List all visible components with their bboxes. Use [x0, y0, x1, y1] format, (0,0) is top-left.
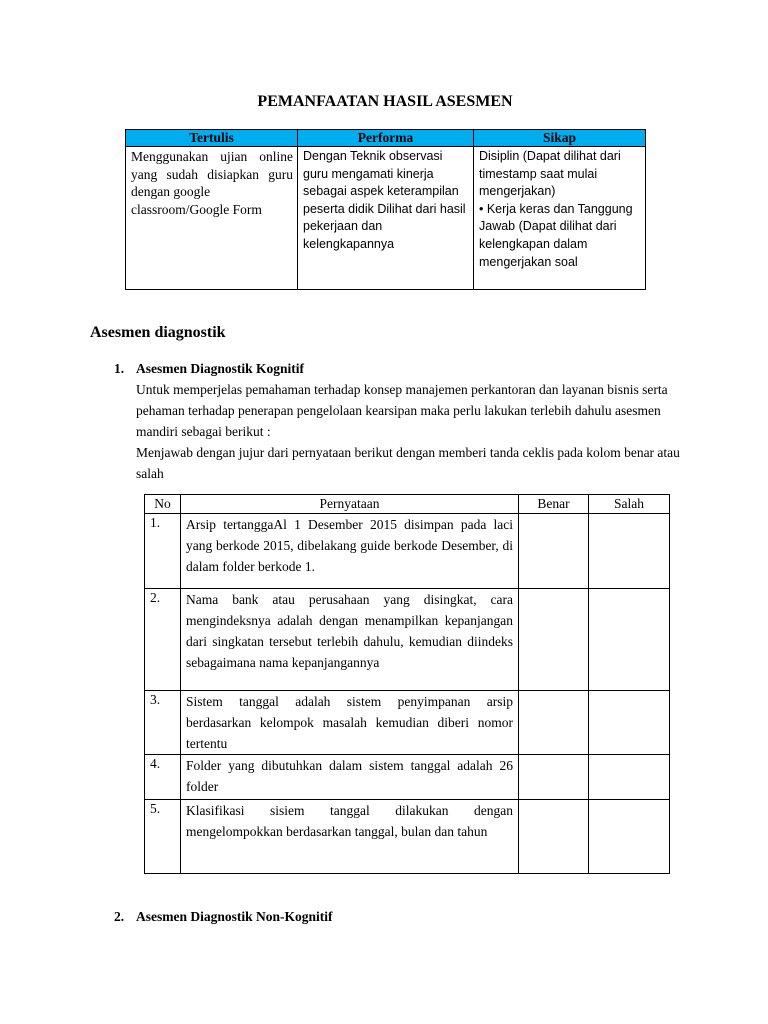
header-salah: Salah — [589, 495, 670, 514]
row-statement: Arsip tertanggaAl 1 Desember 2015 disimpan pada laci yang berkode 2015, dibelakang guide berkode Desember, di dalam folder berkode 1. — [181, 514, 519, 589]
salah-checkbox-cell[interactable] — [589, 514, 670, 589]
table-row — [145, 800, 670, 874]
table-row — [145, 514, 670, 589]
salah-checkbox-cell[interactable] — [589, 800, 670, 874]
header-benar: Benar — [519, 495, 589, 514]
row-number: 4. — [145, 755, 181, 800]
benar-checkbox-cell[interactable] — [519, 800, 589, 874]
header-no: No — [145, 495, 181, 514]
benar-checkbox-cell[interactable] — [519, 755, 589, 800]
cell-performa — [298, 147, 474, 290]
table-row — [145, 755, 670, 800]
performa-text: Dengan Teknik observasi guru mengamati kinerja sebagai aspek keterampilan peserta didik Dilihat dari hasil pekerjaan dan kelengkapannya — [303, 149, 466, 251]
row-statement: Folder yang dibutuhkan dalam sistem tanggal adalah 26 folder — [181, 755, 519, 800]
tertulis-text: Menggunakan ujian online yang sudah disiapkan guru dengan google — [131, 149, 293, 200]
row-number: 1. — [145, 514, 181, 589]
subheading-kognitif — [114, 361, 305, 377]
row-number: 5. — [145, 800, 181, 874]
quiz-table — [144, 494, 670, 874]
salah-checkbox-cell[interactable] — [589, 589, 670, 691]
subheading-number: 2. — [114, 909, 125, 924]
intro-paragraph-1: Untuk memperjelas pemahaman terhadap konsep manajemen perkantoran dan layanan bisnis serta pehaman terhadap penerapan pengelolaan kearsipan maka perlu lakukan terlebih dahulu asesmen mandiri sebagai berikut : — [136, 382, 668, 439]
row-statement: Sistem tanggal adalah sistem penyimpanan arsip berdasarkan kelompok masalah kemudian diberi nomor tertentu — [181, 691, 519, 755]
header-pernyataan: Pernyataan — [181, 495, 519, 514]
subheading-title: Asesmen Diagnostik Non-Kognitif — [136, 909, 333, 924]
intro-paragraph-2: Menjawab dengan jujur dari pernyataan berikut dengan memberi tanda ceklis pada kolom benar atau salah — [136, 445, 680, 481]
header-performa: Performa — [298, 130, 474, 147]
subheading-title: Asesmen Diagnostik Kognitif — [136, 361, 305, 376]
cell-tertulis — [126, 147, 298, 290]
sikap-text-2: • Kerja keras dan Tanggung Jawab (Dapat dilihat dari kelengkapan dalam — [479, 201, 633, 251]
benar-checkbox-cell[interactable] — [519, 589, 589, 691]
table-row — [145, 691, 670, 755]
header-sikap: Sikap — [474, 130, 646, 147]
subheading-non-kognitif — [114, 909, 333, 925]
cell-sikap — [474, 147, 646, 290]
table-row — [145, 589, 670, 691]
sikap-text-3: mengerjakan soal — [479, 254, 578, 269]
benar-checkbox-cell[interactable] — [519, 514, 589, 589]
salah-checkbox-cell[interactable] — [589, 691, 670, 755]
row-number: 3. — [145, 691, 181, 755]
row-statement: Nama bank atau perusahaan yang disingkat, cara mengindeksnya adalah dengan menampilkan kepanjangan dari singkatan tersebut terlebih dahulu, kemudian diindeks sebagaimana nama kepanjangannya — [181, 589, 519, 691]
row-statement: Klasifikasi sisiem tanggal dilakukan dengan mengelompokkan berdasarkan tanggal, bulan dan tahun — [181, 800, 519, 874]
page-title: PEMANFAATAN HASIL ASESMEN — [257, 93, 513, 110]
section-heading: Asesmen diagnostik — [90, 324, 226, 341]
header-tertulis: Tertulis — [126, 130, 298, 147]
assessment-table — [125, 129, 646, 290]
salah-checkbox-cell[interactable] — [589, 755, 670, 800]
sikap-text-1: Disiplin (Dapat dilihat dari timestamp saat mulai mengerjakan) — [479, 149, 621, 199]
tertulis-text-2: classroom/Google Form — [131, 201, 262, 217]
row-number: 2. — [145, 589, 181, 691]
benar-checkbox-cell[interactable] — [519, 691, 589, 755]
intro-text — [136, 379, 696, 484]
subheading-number: 1. — [114, 361, 125, 376]
